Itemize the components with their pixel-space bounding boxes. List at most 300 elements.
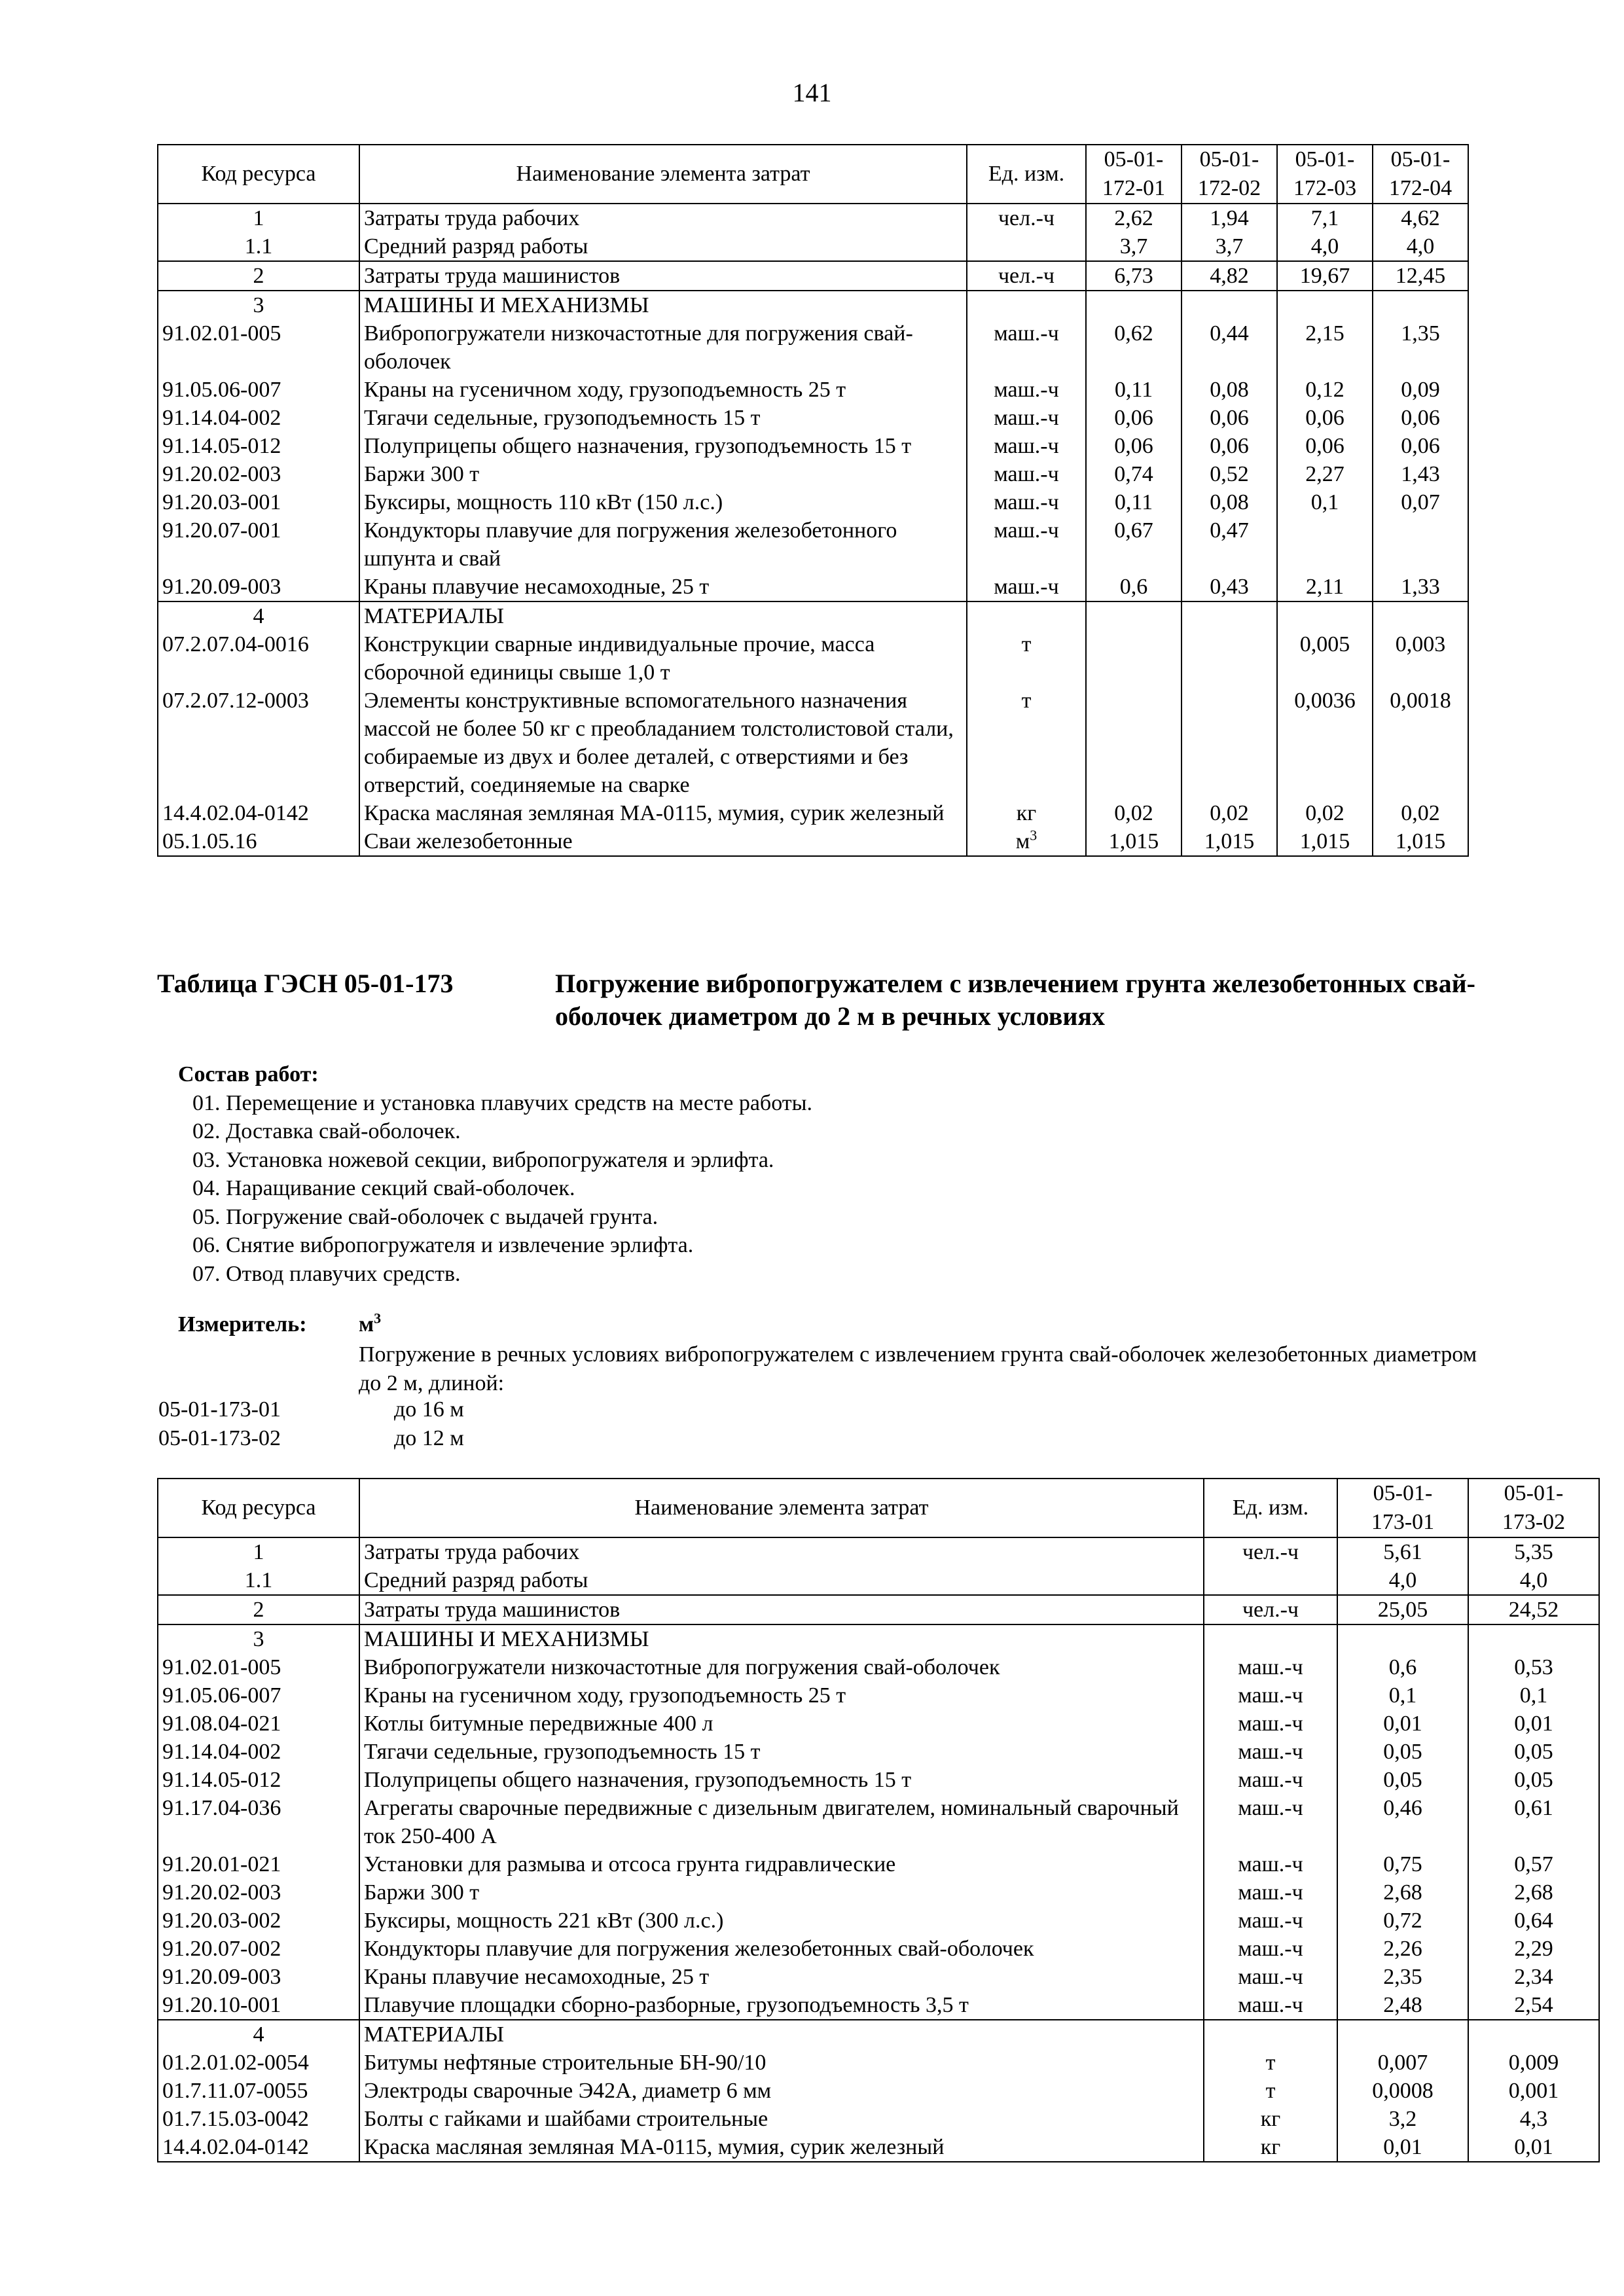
header-col: 05-01- 172-02 <box>1182 145 1277 204</box>
resource-name: Средний разряд работы <box>359 1566 1204 1595</box>
resource-code: 91.20.09-003 <box>158 1963 359 1991</box>
table-row <box>158 1738 1599 1766</box>
norm-value: 4,0 <box>1337 1566 1468 1595</box>
norm-value: 0,57 <box>1468 1850 1599 1878</box>
table-row <box>158 1537 1599 1566</box>
resource-name: Баржи 300 т <box>359 1878 1204 1907</box>
resource-unit: маш.-ч <box>1204 1710 1337 1738</box>
header-col: 05-01- 173-01 <box>1337 1479 1468 1537</box>
resource-name: Краны плавучие несамоходные, 25 т <box>359 1963 1204 1991</box>
norm-value <box>1337 1624 1468 1653</box>
table-row <box>158 516 1468 573</box>
table-body <box>158 1537 1599 2162</box>
norm-value: 6,73 <box>1086 261 1182 291</box>
norm-value: 0,53 <box>1468 1653 1599 1681</box>
resource-unit: маш.-ч <box>967 319 1086 376</box>
norm-value: 5,61 <box>1337 1537 1468 1566</box>
resource-unit: т <box>967 630 1086 687</box>
norm-value <box>1182 291 1277 319</box>
header-name: Наименование элемента затрат <box>359 1479 1204 1537</box>
norm-value: 0,74 <box>1086 460 1182 488</box>
norm-value: 0,08 <box>1182 376 1277 404</box>
resource-name: Краны на гусеничном ходу, грузоподъемность 25 т <box>359 1681 1204 1710</box>
norm-value: 4,0 <box>1373 232 1468 261</box>
work-step: 03. Установка ножевой секции, вибропогружателя и эрлифта. <box>192 1147 774 1172</box>
resource-unit: маш.-ч <box>1204 1878 1337 1907</box>
norm-value: 0,11 <box>1086 488 1182 516</box>
resource-unit: маш.-ч <box>1204 1935 1337 1963</box>
norm-value: 25,05 <box>1337 1595 1468 1624</box>
resource-code: 01.7.11.07-0055 <box>158 2077 359 2105</box>
norm-value: 0,007 <box>1337 2049 1468 2077</box>
work-step: 01. Перемещение и установка плавучих средств на месте работы. <box>192 1090 812 1115</box>
norm-value: 2,68 <box>1337 1878 1468 1907</box>
header-col: 05-01- 172-01 <box>1086 145 1182 204</box>
norm-value: 0,1 <box>1468 1681 1599 1710</box>
resource-name: Затраты труда машинистов <box>359 1595 1204 1624</box>
header-col: 05-01- 172-03 <box>1277 145 1373 204</box>
norm-value: 0,06 <box>1373 404 1468 432</box>
resource-code: 91.02.01-005 <box>158 1653 359 1681</box>
norm-value: 5,35 <box>1468 1537 1599 1566</box>
table-body <box>158 204 1468 856</box>
resource-name: Затраты труда рабочих <box>359 204 967 232</box>
variant-row <box>158 1426 464 1451</box>
resource-code: 91.20.09-003 <box>158 573 359 601</box>
resource-code: 1.1 <box>158 232 359 261</box>
norm-value: 0,01 <box>1468 2133 1599 2162</box>
resource-unit <box>1204 1624 1337 1653</box>
variant-code: 05-01-173-01 <box>158 1397 281 1422</box>
resource-code: 01.2.01.02-0054 <box>158 2049 359 2077</box>
norm-value: 0,06 <box>1373 432 1468 460</box>
norm-value: 0,46 <box>1337 1794 1468 1850</box>
norm-value: 0,52 <box>1182 460 1277 488</box>
resource-code: 91.14.05-012 <box>158 432 359 460</box>
resource-unit: т <box>1204 2077 1337 2105</box>
norm-value: 2,48 <box>1337 1991 1468 2020</box>
resource-code: 4 <box>158 2020 359 2049</box>
norm-value: 2,29 <box>1468 1935 1599 1963</box>
resource-unit: кг <box>967 799 1086 827</box>
table-row <box>158 2133 1599 2162</box>
norm-value: 0,1 <box>1337 1681 1468 1710</box>
resource-code: 2 <box>158 1595 359 1624</box>
resource-unit: маш.-ч <box>1204 1766 1337 1794</box>
norm-value: 0,72 <box>1337 1907 1468 1935</box>
norm-value: 0,02 <box>1182 799 1277 827</box>
norm-value: 0,02 <box>1277 799 1373 827</box>
resource-name: Краны на гусеничном ходу, грузоподъемность 25 т <box>359 376 967 404</box>
norm-value: 0,06 <box>1182 432 1277 460</box>
resource-name: Краска масляная земляная МА-0115, мумия, сурик железный <box>359 799 967 827</box>
norm-value: 0,01 <box>1337 1710 1468 1738</box>
norm-value: 4,82 <box>1182 261 1277 291</box>
norm-value: 0,64 <box>1468 1907 1599 1935</box>
work-composition <box>178 1060 812 1288</box>
resource-unit: маш.-ч <box>967 516 1086 573</box>
table-row <box>158 376 1468 404</box>
norm-value <box>1373 291 1468 319</box>
table-header <box>158 1479 1599 1537</box>
work-step: 05. Погружение свай-оболочек с выдачей грунта. <box>192 1204 659 1229</box>
resource-unit: маш.-ч <box>1204 1794 1337 1850</box>
resource-code: 91.20.01-021 <box>158 1850 359 1878</box>
resource-name: Плавучие площадки сборно-разборные, грузоподъемность 3,5 т <box>359 1991 1204 2020</box>
resource-name: Элементы конструктивные вспомогательного назначения массой не более 50 кг с преобладанием толстолистовой стали, собираемые из двух и более деталей, с отверстиями и без отверстий, соединяемые на сварке <box>359 687 967 799</box>
meter-unit: $м^3$ <box>359 1310 382 1336</box>
norm-value <box>1182 601 1277 630</box>
resource-code: 91.05.06-007 <box>158 1681 359 1710</box>
norm-value: 2,26 <box>1337 1935 1468 1963</box>
norm-value: 0,05 <box>1337 1766 1468 1794</box>
norm-value: 3,7 <box>1182 232 1277 261</box>
table-header <box>158 145 1468 204</box>
norm-value: 0,11 <box>1086 376 1182 404</box>
resource-code: 91.14.04-002 <box>158 404 359 432</box>
resource-name: Средний разряд работы <box>359 232 967 261</box>
resource-name: Агрегаты сварочные передвижные с дизельным двигателем, номинальный сварочный ток 250-400 А <box>359 1794 1204 1850</box>
work-step: 04. Наращивание секций свай-оболочек. <box>192 1176 575 1200</box>
table-row <box>158 1850 1599 1878</box>
resource-name: Котлы битумные передвижные 400 л <box>359 1710 1204 1738</box>
norm-value: 2,34 <box>1468 1963 1599 1991</box>
resource-code: 3 <box>158 1624 359 1653</box>
resource-code: 91.20.03-002 <box>158 1907 359 1935</box>
norm-value: 2,35 <box>1337 1963 1468 1991</box>
header-unit: Ед. изм. <box>1204 1479 1337 1537</box>
resource-code: 91.14.04-002 <box>158 1738 359 1766</box>
header-code: Код ресурса <box>158 145 359 204</box>
resource-unit: маш.-ч <box>1204 1991 1337 2020</box>
resource-unit: маш.-ч <box>967 376 1086 404</box>
resource-table-172 <box>157 144 1469 857</box>
norm-value: 1,94 <box>1182 204 1277 232</box>
norm-value: 2,68 <box>1468 1878 1599 1907</box>
resource-name: Кондукторы плавучие для погружения железобетонных свай-оболочек <box>359 1935 1204 1963</box>
table-row <box>158 827 1468 856</box>
norm-value: 0,08 <box>1182 488 1277 516</box>
norm-value: 0,003 <box>1373 630 1468 687</box>
resource-name: Буксиры, мощность 221 кВт (300 л.с.) <box>359 1907 1204 1935</box>
norm-value: 0,009 <box>1468 2049 1599 2077</box>
norm-value: 0,005 <box>1277 630 1373 687</box>
work-step: 02. Доставка свай-оболочек. <box>192 1119 461 1143</box>
table-row <box>158 1963 1599 1991</box>
norm-value: 0,02 <box>1373 799 1468 827</box>
resource-name: Сваи железобетонные <box>359 827 967 856</box>
norm-value: 0,44 <box>1182 319 1277 376</box>
resource-name: МАШИНЫ И МЕХАНИЗМЫ <box>359 1624 1204 1653</box>
norm-value: 4,3 <box>1468 2105 1599 2133</box>
norm-value <box>1277 516 1373 573</box>
resource-code: 05.1.05.16 <box>158 827 359 856</box>
table-title: Погружение вибропогружателем с извлечением грунта железобетонных свай-оболочек диаметром до 2 м в речных условиях <box>555 969 1475 1031</box>
table-row <box>158 601 1468 630</box>
resource-code: 91.17.04-036 <box>158 1794 359 1850</box>
table-row <box>158 204 1468 232</box>
norm-value: 0,02 <box>1086 799 1182 827</box>
table-row <box>158 1878 1599 1907</box>
resource-name: Полуприцепы общего назначения, грузоподъемность 15 т <box>359 432 967 460</box>
resource-code: 07.2.07.12-0003 <box>158 687 359 799</box>
resource-name: Полуприцепы общего назначения, грузоподъемность 15 т <box>359 1766 1204 1794</box>
table-row <box>158 261 1468 291</box>
norm-value: 0,06 <box>1277 432 1373 460</box>
header-name: Наименование элемента затрат <box>359 145 967 204</box>
resource-code: 14.4.02.04-0142 <box>158 799 359 827</box>
norm-value: 4,0 <box>1277 232 1373 261</box>
resource-name: Болты с гайками и шайбами строительные <box>359 2105 1204 2133</box>
norm-value <box>1182 687 1277 799</box>
norm-value: 0,61 <box>1468 1794 1599 1850</box>
variant-row <box>158 1397 464 1422</box>
table-row <box>158 432 1468 460</box>
page-number: 141 <box>792 78 832 107</box>
resource-code: 01.7.15.03-0042 <box>158 2105 359 2133</box>
norm-value: 0,75 <box>1337 1850 1468 1878</box>
table-row <box>158 687 1468 799</box>
table-row <box>158 404 1468 432</box>
norm-value: 2,54 <box>1468 1991 1599 2020</box>
table-row <box>158 1935 1599 1963</box>
resource-name: Тягачи седельные, грузоподъемность 15 т <box>359 404 967 432</box>
table-row <box>158 291 1468 319</box>
resource-name: Краска масляная земляная МА-0115, мумия, сурик железный <box>359 2133 1204 2162</box>
table-row <box>158 319 1468 376</box>
norm-value: 1,015 <box>1182 827 1277 856</box>
table-row <box>158 488 1468 516</box>
table-row <box>158 1766 1599 1794</box>
norm-value <box>1086 601 1182 630</box>
resource-code: 91.20.03-001 <box>158 488 359 516</box>
resource-name: Конструкции сварные индивидуальные прочие, масса сборочной единицы свыше 1,0 т <box>359 630 967 687</box>
norm-value: 1,33 <box>1373 573 1468 601</box>
norm-value: 0,001 <box>1468 2077 1599 2105</box>
norm-value: 0,62 <box>1086 319 1182 376</box>
norm-value: 12,45 <box>1373 261 1468 291</box>
norm-value <box>1277 291 1373 319</box>
norm-value: 0,07 <box>1373 488 1468 516</box>
resource-code: 91.20.07-002 <box>158 1935 359 1963</box>
norm-value <box>1182 630 1277 687</box>
norm-value <box>1468 1624 1599 1653</box>
resource-unit: $м^3$ <box>967 827 1086 856</box>
resource-unit: кг <box>1204 2105 1337 2133</box>
resource-unit: маш.-ч <box>1204 1907 1337 1935</box>
norm-value: 4,62 <box>1373 204 1468 232</box>
resource-unit: маш.-ч <box>967 573 1086 601</box>
variant-desc: до 12 м <box>394 1426 464 1450</box>
resource-unit <box>1204 2020 1337 2049</box>
variant-desc: до 16 м <box>394 1397 464 1422</box>
norm-value: 24,52 <box>1468 1595 1599 1624</box>
resource-name: Затраты труда машинистов <box>359 261 967 291</box>
resource-name: Битумы нефтяные строительные БН-90/10 <box>359 2049 1204 2077</box>
table-row <box>158 2077 1599 2105</box>
norm-value: 0,6 <box>1337 1653 1468 1681</box>
resource-unit <box>967 601 1086 630</box>
resource-table-173 <box>157 1478 1600 2162</box>
resource-code: 91.20.02-003 <box>158 1878 359 1907</box>
table-row <box>158 1624 1599 1653</box>
norm-value <box>1086 291 1182 319</box>
composition-heading: Состав работ: <box>178 1062 319 1086</box>
norm-value: 0,12 <box>1277 376 1373 404</box>
table-row <box>158 1681 1599 1710</box>
norm-value: 0,05 <box>1468 1766 1599 1794</box>
norm-value: 0,6 <box>1086 573 1182 601</box>
table-row <box>158 460 1468 488</box>
resource-code: 07.2.07.04-0016 <box>158 630 359 687</box>
table-row <box>158 1595 1599 1624</box>
table-row <box>158 799 1468 827</box>
norm-value: 0,47 <box>1182 516 1277 573</box>
norm-value <box>1468 2020 1599 2049</box>
resource-unit: маш.-ч <box>1204 1963 1337 1991</box>
norm-value: 0,67 <box>1086 516 1182 573</box>
resource-code: 91.05.06-007 <box>158 376 359 404</box>
resource-name: Электроды сварочные Э42А, диаметр 6 мм <box>359 2077 1204 2105</box>
norm-value: 0,0018 <box>1373 687 1468 799</box>
norm-value: 0,05 <box>1468 1738 1599 1766</box>
table-row <box>158 1566 1599 1595</box>
resource-code: 91.08.04-021 <box>158 1710 359 1738</box>
table-row <box>158 2020 1599 2049</box>
resource-code: 1 <box>158 204 359 232</box>
resource-name: Вибропогружатели низкочастотные для погружения свай-оболочек <box>359 1653 1204 1681</box>
table-row <box>158 1991 1599 2020</box>
variant-code: 05-01-173-02 <box>158 1426 281 1450</box>
norm-value <box>1373 516 1468 573</box>
table-row <box>158 1907 1599 1935</box>
resource-unit: маш.-ч <box>1204 1738 1337 1766</box>
resource-code: 14.4.02.04-0142 <box>158 2133 359 2162</box>
table-label: Таблица ГЭСН 05-01-173 <box>157 969 454 998</box>
resource-unit: чел.-ч <box>967 204 1086 232</box>
norm-value: 1,35 <box>1373 319 1468 376</box>
norm-value: 0,0036 <box>1277 687 1373 799</box>
norm-value: 1,43 <box>1373 460 1468 488</box>
table-row <box>158 2049 1599 2077</box>
resource-unit: маш.-ч <box>1204 1653 1337 1681</box>
norm-value: 19,67 <box>1277 261 1373 291</box>
header-unit: Ед. изм. <box>967 145 1086 204</box>
resource-code: 1.1 <box>158 1566 359 1595</box>
resource-unit: кг <box>1204 2133 1337 2162</box>
norm-value: 2,62 <box>1086 204 1182 232</box>
norm-value: 3,2 <box>1337 2105 1468 2133</box>
resource-code: 91.14.05-012 <box>158 1766 359 1794</box>
resource-unit <box>967 232 1086 261</box>
work-step: 07. Отвод плавучих средств. <box>192 1261 461 1286</box>
norm-value: 0,06 <box>1182 404 1277 432</box>
table-row <box>158 1653 1599 1681</box>
resource-code: 91.20.07-001 <box>158 516 359 573</box>
header-col: 05-01- 173-02 <box>1468 1479 1599 1537</box>
norm-value: 2,11 <box>1277 573 1373 601</box>
meter-description: Погружение в речных условиях вибропогружателем с извлечением грунта свай-оболочек железобетонных диаметром до 2 м, длиной: <box>359 1342 1477 1395</box>
norm-value: 1,015 <box>1277 827 1373 856</box>
norm-value: 0,06 <box>1086 432 1182 460</box>
norm-value: 2,27 <box>1277 460 1373 488</box>
resource-code: 3 <box>158 291 359 319</box>
resource-code: 91.02.01-005 <box>158 319 359 376</box>
resource-name: Краны плавучие несамоходные, 25 т <box>359 573 967 601</box>
resource-name: МАТЕРИАЛЫ <box>359 2020 1204 2049</box>
norm-value: 0,01 <box>1337 2133 1468 2162</box>
table-row <box>158 573 1468 601</box>
resource-unit: чел.-ч <box>1204 1595 1337 1624</box>
resource-unit: т <box>967 687 1086 799</box>
resource-unit <box>1204 1566 1337 1595</box>
resource-code: 91.20.10-001 <box>158 1991 359 2020</box>
table-row <box>158 232 1468 261</box>
table-row <box>158 630 1468 687</box>
norm-value: 0,0008 <box>1337 2077 1468 2105</box>
norm-value: 4,0 <box>1468 1566 1599 1595</box>
norm-value <box>1337 2020 1468 2049</box>
resource-unit: маш.-ч <box>967 404 1086 432</box>
norm-value: 0,09 <box>1373 376 1468 404</box>
norm-value: 2,15 <box>1277 319 1373 376</box>
table-row <box>158 1794 1599 1850</box>
resource-unit: маш.-ч <box>1204 1850 1337 1878</box>
resource-name: Тягачи седельные, грузоподъемность 15 т <box>359 1738 1204 1766</box>
norm-value: 0,1 <box>1277 488 1373 516</box>
norm-value: 1,015 <box>1373 827 1468 856</box>
resource-unit: т <box>1204 2049 1337 2077</box>
norm-value <box>1086 630 1182 687</box>
resource-code: 1 <box>158 1537 359 1566</box>
resource-unit: маш.-ч <box>967 432 1086 460</box>
resource-unit: чел.-ч <box>967 261 1086 291</box>
resource-unit: маш.-ч <box>967 488 1086 516</box>
norm-value: 7,1 <box>1277 204 1373 232</box>
norm-value: 3,7 <box>1086 232 1182 261</box>
norm-value: 1,015 <box>1086 827 1182 856</box>
resource-name: Буксиры, мощность 110 кВт (150 л.с.) <box>359 488 967 516</box>
resource-code: 91.20.02-003 <box>158 460 359 488</box>
resource-unit: чел.-ч <box>1204 1537 1337 1566</box>
resource-name: Баржи 300 т <box>359 460 967 488</box>
resource-unit: маш.-ч <box>967 460 1086 488</box>
resource-code: 2 <box>158 261 359 291</box>
resource-name: Кондукторы плавучие для погружения железобетонного шпунта и свай <box>359 516 967 573</box>
resource-unit <box>967 291 1086 319</box>
work-step: 06. Снятие вибропогружателя и извлечение эрлифта. <box>192 1233 694 1257</box>
table-row <box>158 2105 1599 2133</box>
norm-value: 0,06 <box>1086 404 1182 432</box>
norm-value: 0,06 <box>1277 404 1373 432</box>
resource-name: МАШИНЫ И МЕХАНИЗМЫ <box>359 291 967 319</box>
norm-value: 0,01 <box>1468 1710 1599 1738</box>
header-code: Код ресурса <box>158 1479 359 1537</box>
resource-name: Установки для размыва и отсоса грунта гидравлические <box>359 1850 1204 1878</box>
norm-value <box>1086 687 1182 799</box>
resource-code: 4 <box>158 601 359 630</box>
resource-unit: маш.-ч <box>1204 1681 1337 1710</box>
resource-name: Вибропогружатели низкочастотные для погружения свай-оболочек <box>359 319 967 376</box>
norm-value: 0,43 <box>1182 573 1277 601</box>
table-row <box>158 1710 1599 1738</box>
resource-name: МАТЕРИАЛЫ <box>359 601 967 630</box>
resource-name: Затраты труда рабочих <box>359 1537 1204 1566</box>
norm-value: 0,05 <box>1337 1738 1468 1766</box>
meter-label: Измеритель: <box>178 1312 307 1336</box>
header-col: 05-01- 172-04 <box>1373 145 1468 204</box>
norm-value <box>1373 601 1468 630</box>
